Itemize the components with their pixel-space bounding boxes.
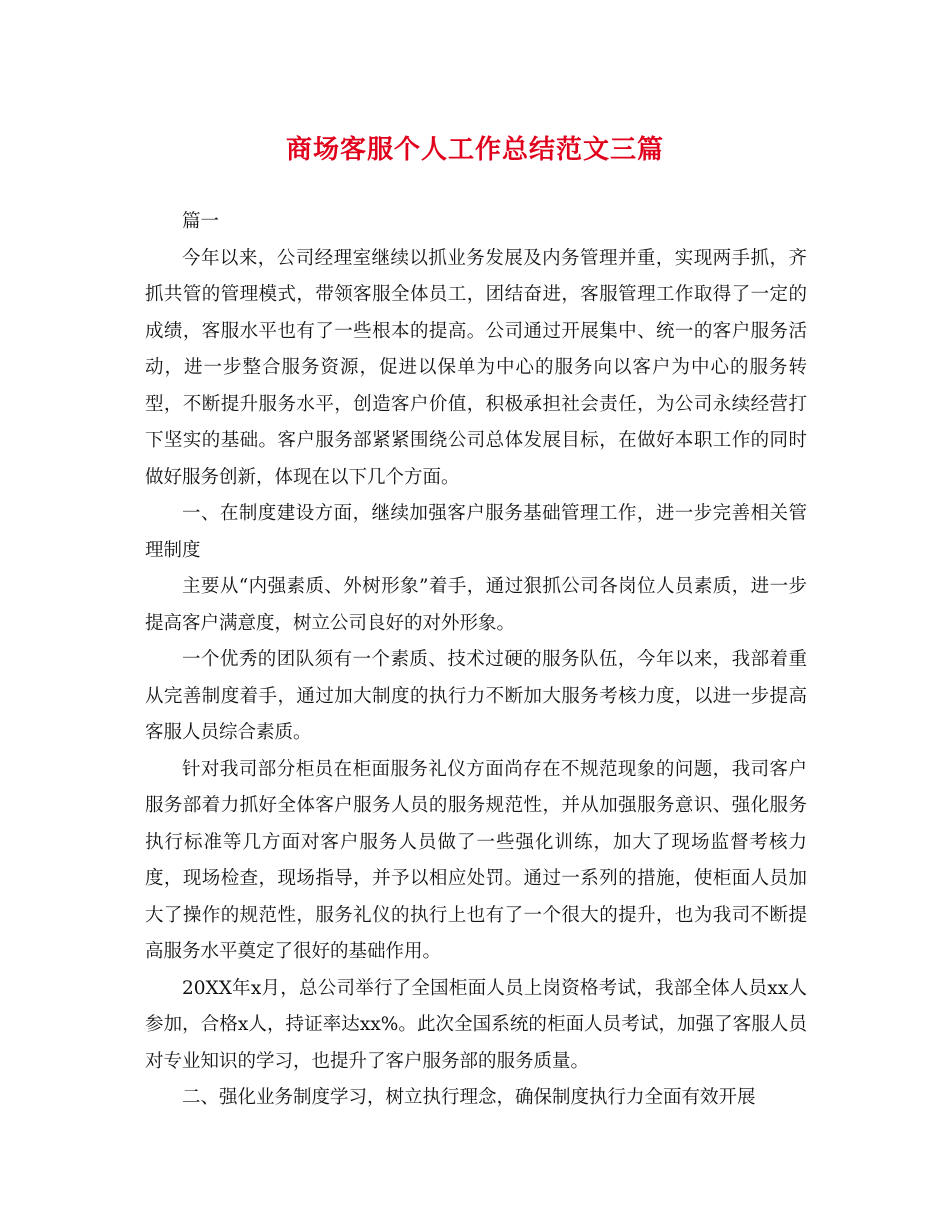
section-heading-part-one: 篇一 — [182, 211, 220, 232]
body-paragraph: 今年以来，公司经理室继续以抓业务发展及内务管理并重，实现两手抓，齐抓共管的管理模式，带领客服全体员工，团结奋进，客服管理工作取得了一定的成绩，客服水平也有了一些根本的提高。公司通过开展集中、统一的客户服务活动，进一步整合服务资源，促进以保单为中心的服务向以客户为中心的服务转型，不断提升服务水平，创造客户价值，积极承担社会责任，为公司永续经营打下坚实的基础。客户服务部紧紧围绕公司总体发展目标，在做好本职工作的同时做好服务创新，体现在以下几个方面。 — [145, 247, 807, 488]
body-paragraph: 针对我司部分柜员在柜面服务礼仪方面尚存在不规范现象的问题，我司客户服务部着力抓好全体客户服务人员的服务规范性，并从加强服务意识、强化服务执行标准等几方面对客户服务人员做了一些强化训练，加大了现场监督考核力度，现场检查，现场指导，并予以相应处罚。通过一系列的措施，使柜面人员加大了操作的规范性，服务礼仪的执行上也有了一个很大的提升，也为我司不断提高服务水平奠定了很好的基础作用。 — [145, 758, 807, 962]
body-paragraph: 主要从“内强素质、外树形象”着手，通过狠抓公司各岗位人员素质，进一步提高客户满意度，树立公司良好的对外形象。 — [145, 576, 807, 634]
section-heading: 一、在制度建设方面，继续加强客户服务基础管理工作，进一步完善相关管理制度 — [145, 503, 807, 561]
body-paragraph: 20XX年x月，总公司举行了全国柜面人员上岗资格考试，我部全体人员xx人参加，合格x人，持证率达xx%。此次全国系统的柜面人员考试，加强了客服人员对专业知识的学习，也提升了客户服务部的服务质量。 — [145, 977, 807, 1072]
document-title: 商场客服个人工作总结范文三篇 — [285, 135, 664, 165]
body-paragraph: 一个优秀的团队须有一个素质、技术过硬的服务队伍，今年以来，我部着重从完善制度着手，通过加大制度的执行力不断加大服务考核力度，以进一步提高客服人员综合素质。 — [145, 649, 807, 743]
document-body — [145, 204, 807, 1117]
section-heading: 二、强化业务制度学习，树立执行理念，确保制度执行力全面有效开展 — [182, 1087, 756, 1108]
